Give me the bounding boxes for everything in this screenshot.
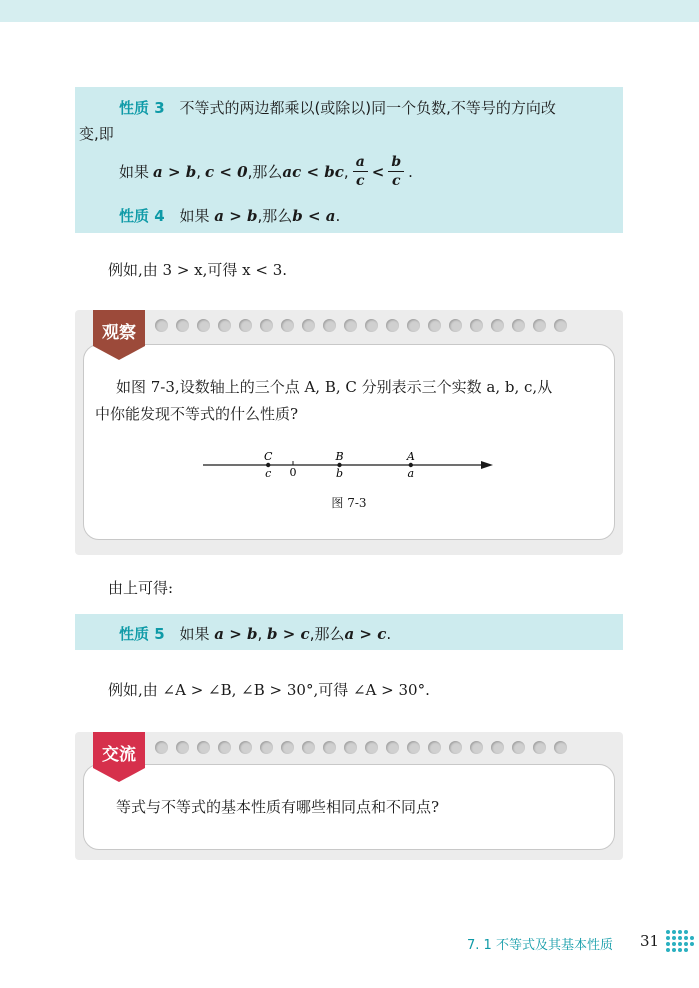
- property4-cond: a > b: [214, 207, 258, 225]
- frac2-den: c: [391, 173, 401, 189]
- observe-binder-dots: [155, 319, 567, 332]
- property3-ex-sep: ,: [196, 162, 202, 181]
- discuss-tag-label: 交流: [102, 745, 136, 765]
- property3-ex-sep2: ,: [343, 162, 349, 181]
- property5-line: [119, 623, 391, 644]
- property5-mid: ,那么: [309, 625, 345, 643]
- property3-end: .: [408, 162, 413, 181]
- property5-title: 性质 5: [119, 625, 165, 643]
- property3-example: [119, 153, 413, 190]
- number-line-upper-label-1: B: [335, 450, 344, 463]
- observe-tag: [93, 310, 145, 362]
- number-line-arrow: [481, 461, 493, 469]
- number-line-zero-label: 0: [289, 466, 297, 479]
- number-line-lower-label-0: c: [265, 467, 272, 480]
- figure-caption: 图 7-3: [331, 496, 367, 510]
- property3-ex-res1: ac < bc: [282, 162, 344, 181]
- property5-result: a > c: [344, 625, 387, 643]
- number-line-lower-label-1: b: [335, 467, 344, 480]
- observe-text-line1: 如图 7-3,设数轴上的三个点 A, B, C 分别表示三个实数 a, b, c,从: [116, 378, 553, 396]
- property4-prefix: 如果: [179, 207, 210, 225]
- property3-line1: [119, 97, 556, 118]
- discuss-card: [75, 732, 623, 860]
- property3-lt: <: [371, 162, 385, 181]
- page-decoration-dots: [664, 928, 696, 958]
- discuss-tag: [93, 732, 145, 784]
- property3-ex-cond2: c < 0: [205, 162, 248, 181]
- page-number: 31: [640, 932, 660, 950]
- observe-tag-label: 观察: [102, 323, 136, 343]
- property5-end: .: [386, 625, 392, 643]
- property4-result: b < a: [292, 207, 336, 225]
- property5-sep: ,: [257, 625, 263, 643]
- discuss-text: 等式与不等式的基本性质有哪些相同点和不同点?: [116, 798, 440, 816]
- example-2: 例如,由 ∠A > ∠B, ∠B > 30°,可得 ∠A > 30°.: [108, 681, 430, 699]
- property4-mid: ,那么: [257, 207, 293, 225]
- number-line-figure: [195, 448, 505, 488]
- property4-end: .: [335, 207, 341, 225]
- discuss-binder-dots: [155, 741, 567, 754]
- property-box-5: [75, 614, 623, 650]
- number-line-lower-label-2: a: [407, 467, 415, 480]
- property3-ex-cond1: a > b: [153, 162, 197, 181]
- property5-cond2: b > c: [267, 625, 310, 643]
- property4-title: 性质 4: [119, 207, 165, 225]
- property4-line: [119, 205, 340, 226]
- conclusion-text: 由上可得:: [108, 579, 174, 597]
- frac2-num: b: [388, 153, 404, 172]
- property3-title: 性质 3: [119, 99, 165, 117]
- fraction-a-over-c: [353, 153, 368, 190]
- top-band: [0, 0, 699, 22]
- fraction-b-over-c: [388, 153, 404, 190]
- property-box-3-4: [75, 87, 623, 233]
- observe-card: [75, 310, 623, 555]
- observe-text-line2: 中你能发现不等式的什么性质?: [95, 405, 299, 423]
- number-line-upper-label-2: A: [406, 450, 415, 463]
- property3-line2: 变,即: [79, 125, 114, 143]
- property3-ex-prefix: 如果: [119, 163, 150, 181]
- property5-cond1: a > b: [214, 625, 258, 643]
- footer-section-title: 7. 1 不等式及其基本性质: [467, 938, 613, 953]
- property3-text-line1: 不等式的两边都乘以(或除以)同一个负数,不等号的方向改: [179, 99, 556, 117]
- frac1-num: a: [353, 153, 368, 172]
- example-1: 例如,由 3 > x,可得 x < 3.: [108, 261, 288, 279]
- property3-ex-mid: ,那么: [247, 163, 283, 181]
- frac1-den: c: [355, 173, 365, 189]
- number-line-upper-label-0: C: [263, 450, 273, 463]
- property5-prefix: 如果: [179, 625, 210, 643]
